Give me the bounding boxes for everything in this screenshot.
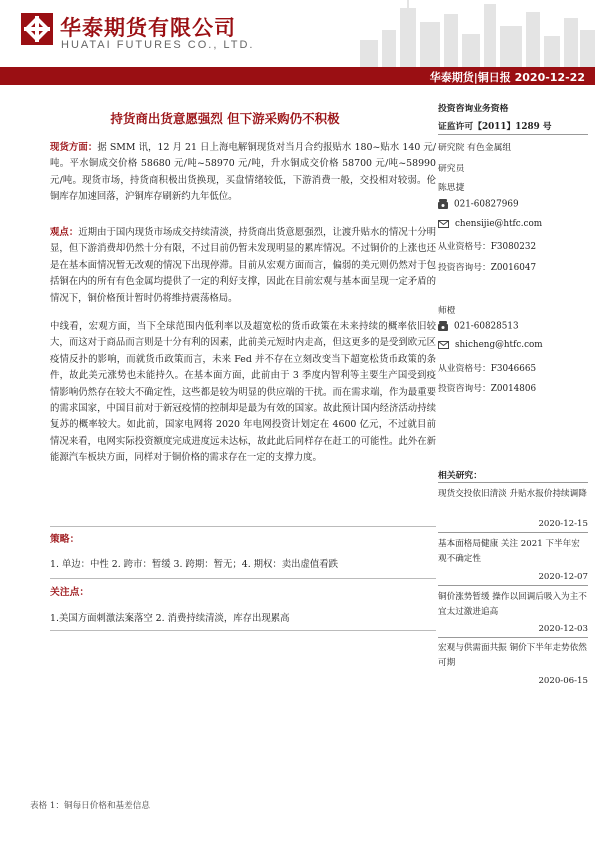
macro-text: 中线看，宏观方面，当下全球范围内低利率以及超宽松的货币政策在未来持续的概率依旧较大，而这对于商品而言则是十分有利的因素，此前美元短时内走高，但这更多的是受到欧元区疫情反扑的影响，而就货币政策而言，未来 Fed 并不存在立刻改变当下超宽松货币政策的条件，故此美元涨势也未能持久。在基本面方面，此前由于 3 季度内智利等主要生产国受到疫情影响仍然存在较大不确定性，这些都是较为明显的供应端的干扰。而在需求端，作为最重要的需求国家，中国目前对于新冠疫情的控制却是最为有效的国家。故此预计国内经济活动持续复苏的概率较大。如此前，国家电网将 2020 年电网投资计划定在 4600 亿元，不过就目前情况来看，电网实际投资额度完成进度远未达标，故此此后同样存在赶工的可能性。此外在新能源汽车板块方面，同样对于铜价格的需求存在一定的支撑力度。 — [50, 321, 436, 464]
divider — [50, 630, 436, 631]
sidebar-divider — [438, 637, 588, 638]
related-report-link[interactable]: 宏观与供需面共振 铜价下半年走势依然可期 — [438, 643, 587, 668]
sidebar-divider — [438, 585, 588, 586]
divider — [50, 578, 436, 579]
phone-icon — [438, 321, 448, 331]
related-report-link[interactable]: 现货交投依旧清淡 升贴水报价持续调降 — [438, 489, 587, 499]
analyst-qual: 从业资格号：F3080232 — [438, 242, 537, 252]
analyst-phone: 021-60828513 — [454, 321, 519, 332]
strategy-text: 1. 单边：中性 2. 跨市：暂缓 3. 跨期：暂无；4. 期权：卖出虚值看跌 — [50, 559, 339, 570]
qualification: 投资咨询业务资格 — [438, 104, 509, 114]
related-report-link[interactable]: 基本面格局健康 关注 2021 下半年宏观不确定性 — [438, 539, 580, 564]
role-label: 研究员 — [438, 164, 465, 174]
analyst-phone: 021-60827969 — [454, 199, 519, 210]
view-paragraph — [50, 225, 436, 307]
analyst-email-row[interactable] — [438, 340, 543, 350]
analyst-email[interactable]: chensijie@htfc.com — [455, 219, 543, 229]
sidebar-divider — [438, 134, 588, 135]
analyst-email[interactable]: shicheng@htfc.com — [455, 340, 543, 350]
phone-icon — [438, 199, 448, 209]
focus-heading: 关注点： — [50, 587, 90, 598]
related-report-date: 2020-12-07 — [538, 572, 588, 582]
analyst-invest: 投资咨询号：Z0014806 — [438, 384, 537, 394]
table-caption: 表格 1：铜每日价格和基差信息 — [30, 801, 150, 811]
sidebar-divider — [438, 532, 588, 533]
analyst-name: 师橙 — [438, 306, 456, 316]
report-header-bar — [0, 67, 595, 85]
market-label: 现货方面： — [50, 142, 98, 153]
divider — [50, 526, 436, 527]
analyst-invest: 投资咨询号：Z0016047 — [438, 263, 537, 273]
related-report-date: 2020-12-15 — [538, 519, 588, 529]
view-label: 观点： — [50, 227, 79, 238]
related-report-link[interactable]: 铜价涨势暂缓 操作以回调后吸入为主不宜太过激进追高 — [438, 592, 587, 617]
report-title: 持货商出货意愿强烈 但下游采购仍不积极 — [110, 111, 340, 126]
company-name-en: HUATAI FUTURES CO., LTD. — [61, 39, 255, 51]
market-paragraph — [50, 140, 436, 206]
email-icon — [438, 220, 449, 228]
view-text: 近期由于国内现货市场成交持续清淡，持货商出货意愿强烈，让渡升贴水的情况十分明显，但下游消费却仍然十分有限，不过目前仍暂未发现明显的累库情况。不过铜价的上涨也还是在基本面情况暂无改观的情况下出现停滞。目前从宏观方面而言，偏弱的美元则仍然对于包括铜在内的所有有色金属均提供了一定的利好支撑，因此在目前宏观与基本面呈现一定矛盾的情况下，铜价格预计暂时仍将维持震荡格局。 — [50, 227, 436, 304]
analyst-qual: 从业资格号：F3046665 — [438, 364, 537, 374]
research-dept: 研究院 有色金属组 — [438, 143, 512, 153]
analyst-phone-row — [438, 199, 519, 210]
analyst-name: 陈思捷 — [438, 183, 465, 193]
report-type-date: 华泰期货|铜日报 2020-12-22 — [429, 71, 585, 84]
huatai-logo-icon — [21, 13, 53, 45]
sidebar-divider — [438, 482, 588, 483]
market-text: 据 SMM 讯，12 月 21 日上海电解铜现货对当月合约报贴水 180~贴水 140 元/吨。平水铜成交价格 58680 元/吨~58970 元/吨，升水铜成交价格 58700 元/吨~58990 元/吨。现货市场，持货商积极出货换现，买盘情绪较低，下游消费一般，交投相对较弱。伦铜库存加速回落，沪铜库存刷新约九年低位。 — [50, 142, 436, 203]
email-icon — [438, 341, 449, 349]
buildings-illustration — [360, 0, 595, 68]
focus-text: 1.美国方面刺激法案落空 2. 消费持续清淡，库存出现累高 — [50, 613, 290, 624]
related-heading: 相关研究： — [438, 471, 482, 481]
related-report-date: 2020-06-15 — [538, 676, 588, 686]
macro-paragraph — [50, 319, 436, 467]
related-report-date: 2020-12-03 — [538, 624, 588, 634]
analyst-phone-row — [438, 321, 519, 332]
license-number: 证监许可【2011】1289 号 — [438, 122, 552, 132]
company-name-cn: 华泰期货有限公司 — [60, 16, 236, 40]
analyst-email-row[interactable] — [438, 219, 542, 229]
strategy-heading: 策略： — [50, 534, 80, 545]
